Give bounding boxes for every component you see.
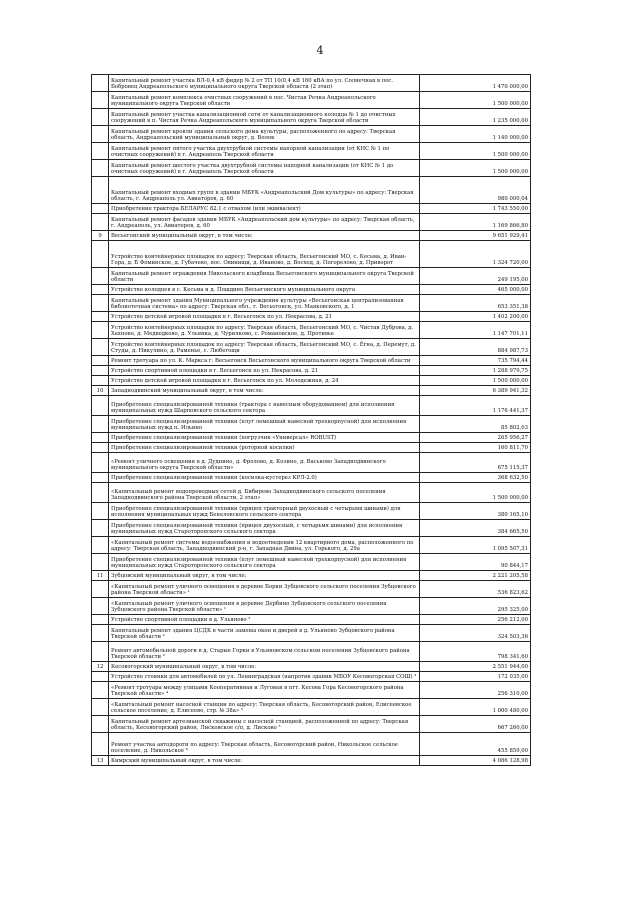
table-row (92, 126, 531, 143)
row-amount: 295 325,00 (420, 598, 531, 615)
row-number (92, 503, 109, 520)
row-number (92, 416, 109, 433)
table-row (92, 143, 531, 160)
row-number (92, 285, 109, 295)
row-description: Устройство детской игровой площадки в г. Весьегонск по ул. Некрасова, д. 21 (109, 312, 420, 322)
row-amount: 2 551 944,00 (420, 662, 531, 672)
row-amount: 1 176 441,37 (420, 396, 531, 416)
row-description: Капитальный ремонт кровли здания сельского дома культуры, расположенного по адресу: Тверская область, Андреапольский муниципальный округ, д. Волок (109, 126, 420, 143)
table-row (92, 75, 531, 92)
row-amount: 4 086 128,98 (420, 756, 531, 766)
row-number (92, 322, 109, 339)
row-amount: 980 000,04 (420, 177, 531, 204)
table-body (92, 75, 531, 766)
row-number (92, 143, 109, 160)
row-description: Приобретение специализированной техники (плуг лемешный навесной трехкорпусной) для исполнения муниципальных нужд Староторопского сельского сектора (109, 554, 420, 571)
row-amount: 1 324 720,00 (420, 241, 531, 268)
row-description: «Капитальный ремонт насосной станции по адресу: Тверская область, Кесовогорский район, Елисеевское сельское поселение, д. Елисеево, стр. № 38а» ⁵ (109, 699, 420, 716)
row-description: Ремонт тротуара по ул. К. Маркса г. Весьегонск Весьегонского муниципального округа Тверской области (109, 356, 420, 366)
row-amount: 536 823,62 (420, 581, 531, 598)
row-number (92, 473, 109, 483)
row-amount: 1 402 200,00 (420, 312, 531, 322)
row-description: Приобретение специализированной техники (прицеп двухосный, с четырьмя шинами) для исполнения муниципальных нужд Староторопского сельского сектора (109, 520, 420, 537)
table-row (92, 339, 531, 356)
row-description: Капитальный ремонт фасадов здания МБУК «Андреапольский дом культуры» по адресу: Тверская область, г. Андреаполь, ул. Авиаторов, д. 60 (109, 214, 420, 231)
row-number (92, 453, 109, 473)
row-amount: 1 140 000,00 (420, 126, 531, 143)
row-description: Устройство контейнерных площадок по адресу: Тверская область, Весьегонский МО, с. Кесьма, д. Иван-Гора, д. Б Фоминское, д. Губачево, пос. Овинищи, д. Иваново, д. Восход, д. Погорелово, д. Приворот (109, 241, 420, 268)
table-row (92, 231, 531, 241)
table-row (92, 615, 531, 625)
row-amount: 85 802,03 (420, 416, 531, 433)
row-number (92, 642, 109, 662)
table-row (92, 433, 531, 443)
row-description: Устройство стоянки для автомобилей по ул. Ленинградская (напротив здания МБОУ Кесовогорская СОШ) ³ (109, 672, 420, 682)
row-number (92, 733, 109, 756)
table-row (92, 672, 531, 682)
table-row (92, 756, 531, 766)
row-number (92, 483, 109, 503)
table-row (92, 473, 531, 483)
row-amount: 90 844,17 (420, 554, 531, 571)
table-row (92, 642, 531, 662)
row-number (92, 520, 109, 537)
table-row (92, 571, 531, 581)
row-number: 9 (92, 231, 109, 241)
row-description: Устройство контейнерных площадок по адресу: Тверская область, Весьегонский МО, с. Чистая Дуброва, д. Хахново, д. Медведково, д. Ульянка, д. Чурилково, с. Романовское, д. Противье (109, 322, 420, 339)
row-amount: 884 987,73 (420, 339, 531, 356)
table-row (92, 312, 531, 322)
row-number (92, 672, 109, 682)
row-number (92, 312, 109, 322)
table-row (92, 204, 531, 214)
table-row (92, 376, 531, 386)
row-amount: 1 235 000,00 (420, 109, 531, 126)
table-row (92, 625, 531, 642)
table-row (92, 483, 531, 503)
row-number (92, 682, 109, 699)
row-description: Капитальный ремонт здания Муниципального учреждения культуры «Весьегонская централизованная библиотечная система» по адресу: Тверская обл., г. Весьегонск, ул. Маяковского, д. 1 (109, 295, 420, 312)
row-amount: 667 260,00 (420, 716, 531, 733)
table-row (92, 598, 531, 615)
row-description: Кимрский муниципальный округ, в том числе: (109, 756, 420, 766)
row-amount: 324 503,36 (420, 625, 531, 642)
row-description: Приобретение специализированной техники (прицеп тракторный двухосный с четырьмя шинами) для исполнения муниципальных нужд Бенеловского сельского сектора (109, 503, 420, 520)
row-description: Приобретение специализированной техники (роторной косилки) (109, 443, 420, 453)
row-description: «Капитальный ремонт уличного освещения в деревне Борки Зубцовского сельского поселения Зубцовского района Тверской области» ¹ (109, 581, 420, 598)
table-row (92, 295, 531, 312)
row-description: Устройство детской игровой площадки в г. Весьегонск по ул. Молодежная, д. 24 (109, 376, 420, 386)
row-amount: 256 310,00 (420, 682, 531, 699)
table-row (92, 241, 531, 268)
row-number (92, 598, 109, 615)
row-number (92, 177, 109, 204)
row-amount: 160 811,70 (420, 443, 531, 453)
row-description: Приобретение специализированной техники (плуг лемешный навесной трехкорпусной) для исполнения муниципальных нужд п. Ильино (109, 416, 420, 433)
page-number: 4 (316, 44, 324, 57)
row-number: 10 (92, 386, 109, 396)
row-amount: 1 470 000,00 (420, 75, 531, 92)
table-row (92, 682, 531, 699)
table-row (92, 92, 531, 109)
row-description: «Ремонт уличного освещения в д. Дуднино, д. Фролово, д. Козино, д. Васьково Западнодвинского муниципального округа Тверской области» (109, 453, 420, 473)
row-number (92, 268, 109, 285)
row-description: Приобретение специализированной техники (погрузчик «Универсал» ROBUST) (109, 433, 420, 443)
row-number (92, 615, 109, 625)
table-row (92, 177, 531, 204)
row-amount: 6 389 941,32 (420, 386, 531, 396)
row-number (92, 339, 109, 356)
row-number (92, 433, 109, 443)
row-amount: 380 165,10 (420, 503, 531, 520)
row-number (92, 214, 109, 231)
row-number (92, 160, 109, 177)
row-amount: 1 000 480,00 (420, 699, 531, 716)
row-description: Приобретение трактора БЕЛАРУС 82.1 с отвалом (или эквивалент) (109, 204, 420, 214)
table-row (92, 503, 531, 520)
row-description: Капитальный ремонт пятого участка двухтрубной системы напорной канализации (от КНС № 1 по очистных сооружений) в г. Андреаполь Тверской области (109, 143, 420, 160)
table-row (92, 396, 531, 416)
row-amount: 1 147 701,11 (420, 322, 531, 339)
row-number (92, 625, 109, 642)
row-amount: 465 000,00 (420, 285, 531, 295)
row-amount: 384 665,50 (420, 520, 531, 537)
row-amount: 256 212,00 (420, 615, 531, 625)
row-description: Капитальный ремонт входных групп в здании МБУК «Андреапольский Дом культуры» по адресу: Тверская область, г. Андреаполь ул. Авиаторов, д. 60 (109, 177, 420, 204)
table-row (92, 386, 531, 396)
row-description: Устройство контейнерных площадок по адресу: Тверская область, Весьегонский МО, с. Ёгна, д. Перемут, д. Студы, д. Никулино, д. Раменье, с. Любегощи (109, 339, 420, 356)
row-amount: 1 169 866,80 (420, 214, 531, 231)
row-amount: 9 651 929,41 (420, 231, 531, 241)
row-description: Капитальный ремонт артезианской скважины с насосной станцией, расположенной по адресу: Тверская область, Кесовогорский район, Лисковское с/п, д. Лисково ⁵ (109, 716, 420, 733)
row-number (92, 75, 109, 92)
row-amount: 1 500 000,00 (420, 92, 531, 109)
row-description: Капитальный ремонт участка канализационной сети от канализационного колодца № 1 до очистных сооружений в п. Чистая Речка Андреапольского муниципального округа Тверской области (109, 109, 420, 126)
table-row (92, 356, 531, 366)
row-number (92, 699, 109, 716)
row-description: Устройство спортивной площадки в г. Весьегонск по ул. Некрасова, д. 21 (109, 366, 420, 376)
table-row (92, 537, 531, 554)
row-number: 12 (92, 662, 109, 672)
row-description: «Капитальный ремонт уличного освещения в деревне Дербино Зубцовского сельского поселения Зубцовского района Тверской области» ¹ (109, 598, 420, 615)
row-description: Устройство спортивной площадки в д. Ульяново ² (109, 615, 420, 625)
row-description: Капитальный ремонт ограждения Никольского кладбища Весьегонского муниципального округа Тверской области (109, 268, 420, 285)
row-description: Ремонт автомобильной дороги в д. Старые Горки в Ульяновском сельском поселении Зубцовского района Тверской области ² (109, 642, 420, 662)
row-amount: 653 351,38 (420, 295, 531, 312)
row-amount: 735 794,44 (420, 356, 531, 366)
row-amount: 455 859,00 (420, 733, 531, 756)
table-row (92, 268, 531, 285)
row-description: «Капитальный ремонт водопроводных сетей д. Бибирево Западнодвинского сельского поселения Западнодвинского района Тверской области, 2 этап» (109, 483, 420, 503)
row-amount: 249 195,00 (420, 268, 531, 285)
row-number (92, 126, 109, 143)
row-amount: 265 956,27 (420, 433, 531, 443)
table-row (92, 109, 531, 126)
row-description: «Ремонт тротуара между улицами Кооперативная и Луговая в пгт. Кесова Гора Кесовогорского района Тверской области» ⁴ (109, 682, 420, 699)
row-amount: 1 288 979,75 (420, 366, 531, 376)
row-amount: 1 500 000,00 (420, 376, 531, 386)
row-amount: 1 500 000,00 (420, 143, 531, 160)
row-amount: 368 632,50 (420, 473, 531, 483)
row-amount: 1 500 000,00 (420, 160, 531, 177)
row-description: Капитальный ремонт шестого участка двухтрубной системы напорной канализации (от КНС № 1 до очистных сооружений) в г. Андреаполь Тверской области (109, 160, 420, 177)
table-row (92, 699, 531, 716)
row-number (92, 366, 109, 376)
row-description: Кесовогорский муниципальный округ, в том числе: (109, 662, 420, 672)
row-description: Капитальный ремонт здания ЦСДК в части замены окон и дверей в д. Ульяново Зубцовского района Тверской области ² (109, 625, 420, 642)
row-amount: 798 341,60 (420, 642, 531, 662)
row-description: Устройство колодцев в с. Кесьма и д. Пошдино Весьегонского муниципального округа (109, 285, 420, 295)
row-number (92, 581, 109, 598)
row-number (92, 396, 109, 416)
row-amount: 1 095 507,31 (420, 537, 531, 554)
row-description: «Капитальный ремонт системы водоснабжения и водоотведения 12 квартирного дома, расположенного по адресу: Тверская область, Западнодвинский р-н, г. Западная Двина, ул. Горького, д. 29а (109, 537, 420, 554)
row-amount: 1 500 000,00 (420, 483, 531, 503)
row-number (92, 376, 109, 386)
table-row (92, 662, 531, 672)
row-number (92, 295, 109, 312)
row-number (92, 716, 109, 733)
row-number (92, 554, 109, 571)
row-amount: 675 115,37 (420, 453, 531, 473)
row-amount: 2 221 205,58 (420, 571, 531, 581)
row-description: Капитальный ремонт комплекса очистных сооружений в пос. Чистая Речка Андреапольского муниципального округа Тверской области (109, 92, 420, 109)
row-description: Приобретение специализированной техники (косилка-кустерез КРЛ-2.0) (109, 473, 420, 483)
row-number (92, 109, 109, 126)
row-number: 11 (92, 571, 109, 581)
table-row (92, 453, 531, 473)
row-number (92, 356, 109, 366)
table-row (92, 285, 531, 295)
table-row (92, 733, 531, 756)
row-number (92, 537, 109, 554)
row-number: 13 (92, 756, 109, 766)
row-number (92, 92, 109, 109)
row-description: Приобретение специализированной техники (трактора с навесным оборудованием) для исполнения муниципальных нужд Шарповского сельского сектора (109, 396, 420, 416)
row-number (92, 204, 109, 214)
table-row (92, 322, 531, 339)
table-row (92, 716, 531, 733)
table-row (92, 554, 531, 571)
row-description: Западнодвинский муниципальный округ, в том числе: (109, 386, 420, 396)
table-row (92, 160, 531, 177)
row-amount: 1 743 550,00 (420, 204, 531, 214)
row-number (92, 241, 109, 268)
table-row (92, 416, 531, 433)
table-row (92, 366, 531, 376)
row-description: Ремонт участка автодороги по адресу: Тверская область, Кесовогорский район, Никольское сельское поселение, д. Никольское ⁶ (109, 733, 420, 756)
table-row (92, 214, 531, 231)
row-description: Весьегонский муниципальный округ, в том числе: (109, 231, 420, 241)
table-row (92, 581, 531, 598)
table-row (92, 443, 531, 453)
funding-table (91, 74, 531, 766)
row-description: Капитальный ремонт участка ВЛ-0,4 кВ фидер № 2 от ТП 10/0,4 кВ 160 кВА по ул. Солнечная в пос. Бобровец Андреапольского муниципального округа Тверской области (2 этап) (109, 75, 420, 92)
row-number (92, 443, 109, 453)
table-row (92, 520, 531, 537)
row-description: Зубцовский муниципальный округ, в том числе: (109, 571, 420, 581)
row-amount: 172 035,00 (420, 672, 531, 682)
